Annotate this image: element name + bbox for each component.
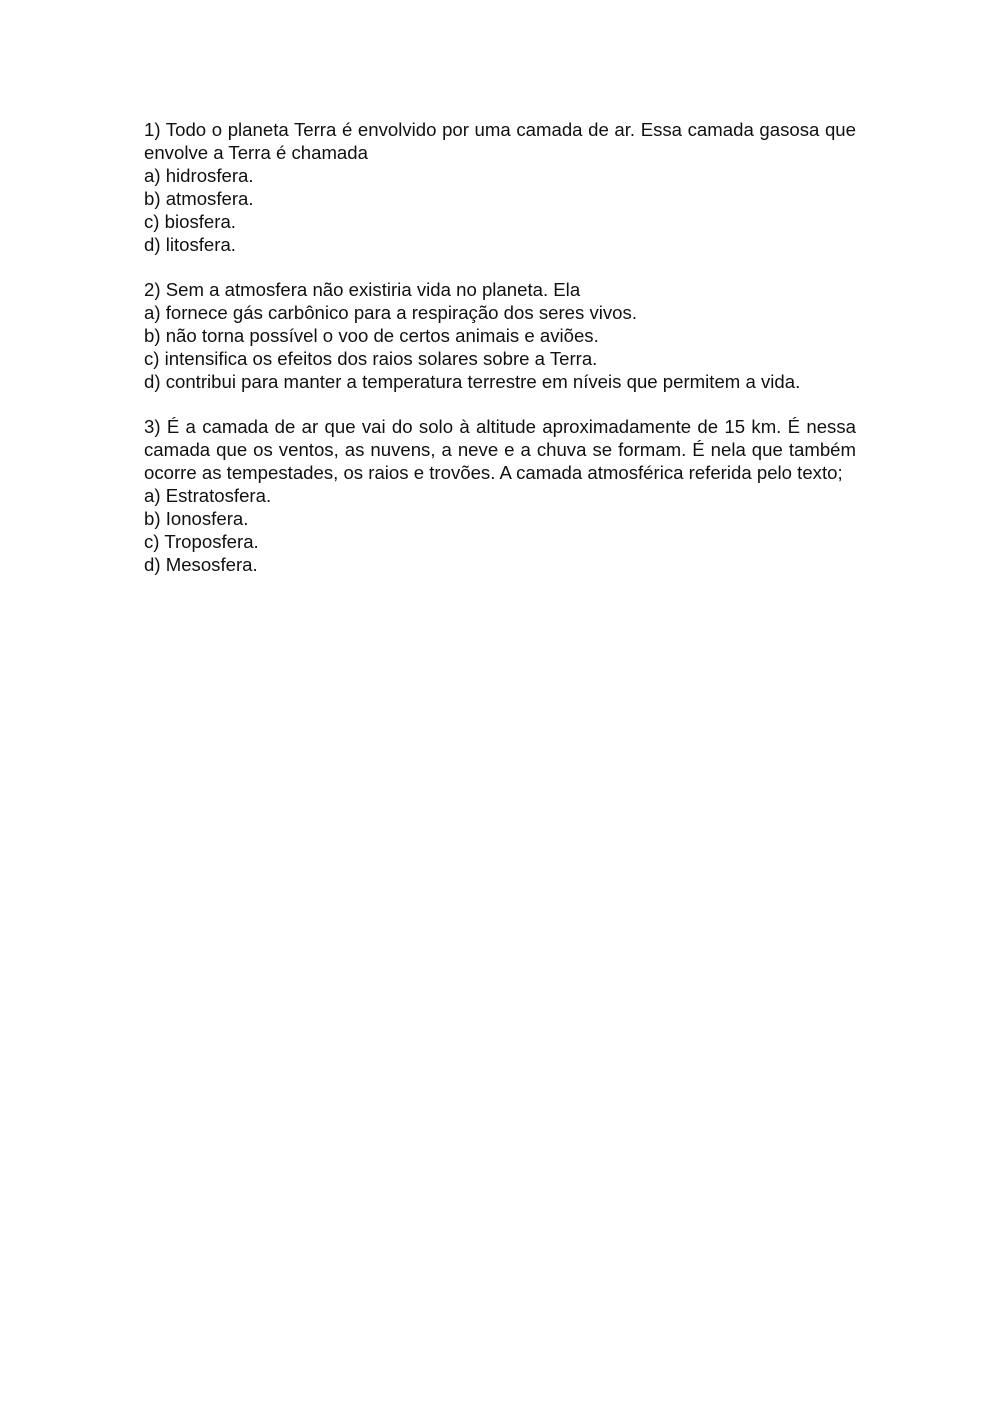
question-2-option-c: c) intensifica os efeitos dos raios solares sobre a Terra.	[144, 348, 598, 369]
question-2-stem: 2) Sem a atmosfera não existiria vida no planeta. Ela	[144, 279, 581, 300]
question-1-option-b: b) atmosfera.	[144, 188, 254, 209]
question-3-stem: 3) É a camada de ar que vai do solo à altitude aproximadamente de 15 km. É nessa camada que os ventos, as nuvens, a neve e a chuva se formam. É nela que também ocorre as tempestades, os raios e trovões. A camada atmosférica referida pelo texto;	[144, 416, 856, 483]
question-2	[144, 278, 856, 393]
question-1-option-a: a) hidrosfera.	[144, 165, 254, 186]
question-2-option-b: b) não torna possível o voo de certos animais e aviões.	[144, 325, 599, 346]
question-3-option-b: b) Ionosfera.	[144, 508, 249, 529]
question-1-option-d: d) litosfera.	[144, 234, 236, 255]
question-1-option-c: c) biosfera.	[144, 211, 236, 232]
question-1-stem: 1) Todo o planeta Terra é envolvido por uma camada de ar. Essa camada gasosa que envolve a Terra é chamada	[144, 119, 856, 163]
question-2-option-d: d) contribui para manter a temperatura terrestre em níveis que permitem a vida.	[144, 371, 801, 392]
question-3	[144, 415, 856, 576]
question-3-option-c: c) Troposfera.	[144, 531, 259, 552]
question-3-option-a: a) Estratosfera.	[144, 485, 272, 506]
question-1	[144, 118, 856, 256]
question-3-option-d: d) Mesosfera.	[144, 554, 258, 575]
document-page	[144, 118, 856, 598]
question-2-option-a: a) fornece gás carbônico para a respiração dos seres vivos.	[144, 302, 637, 323]
